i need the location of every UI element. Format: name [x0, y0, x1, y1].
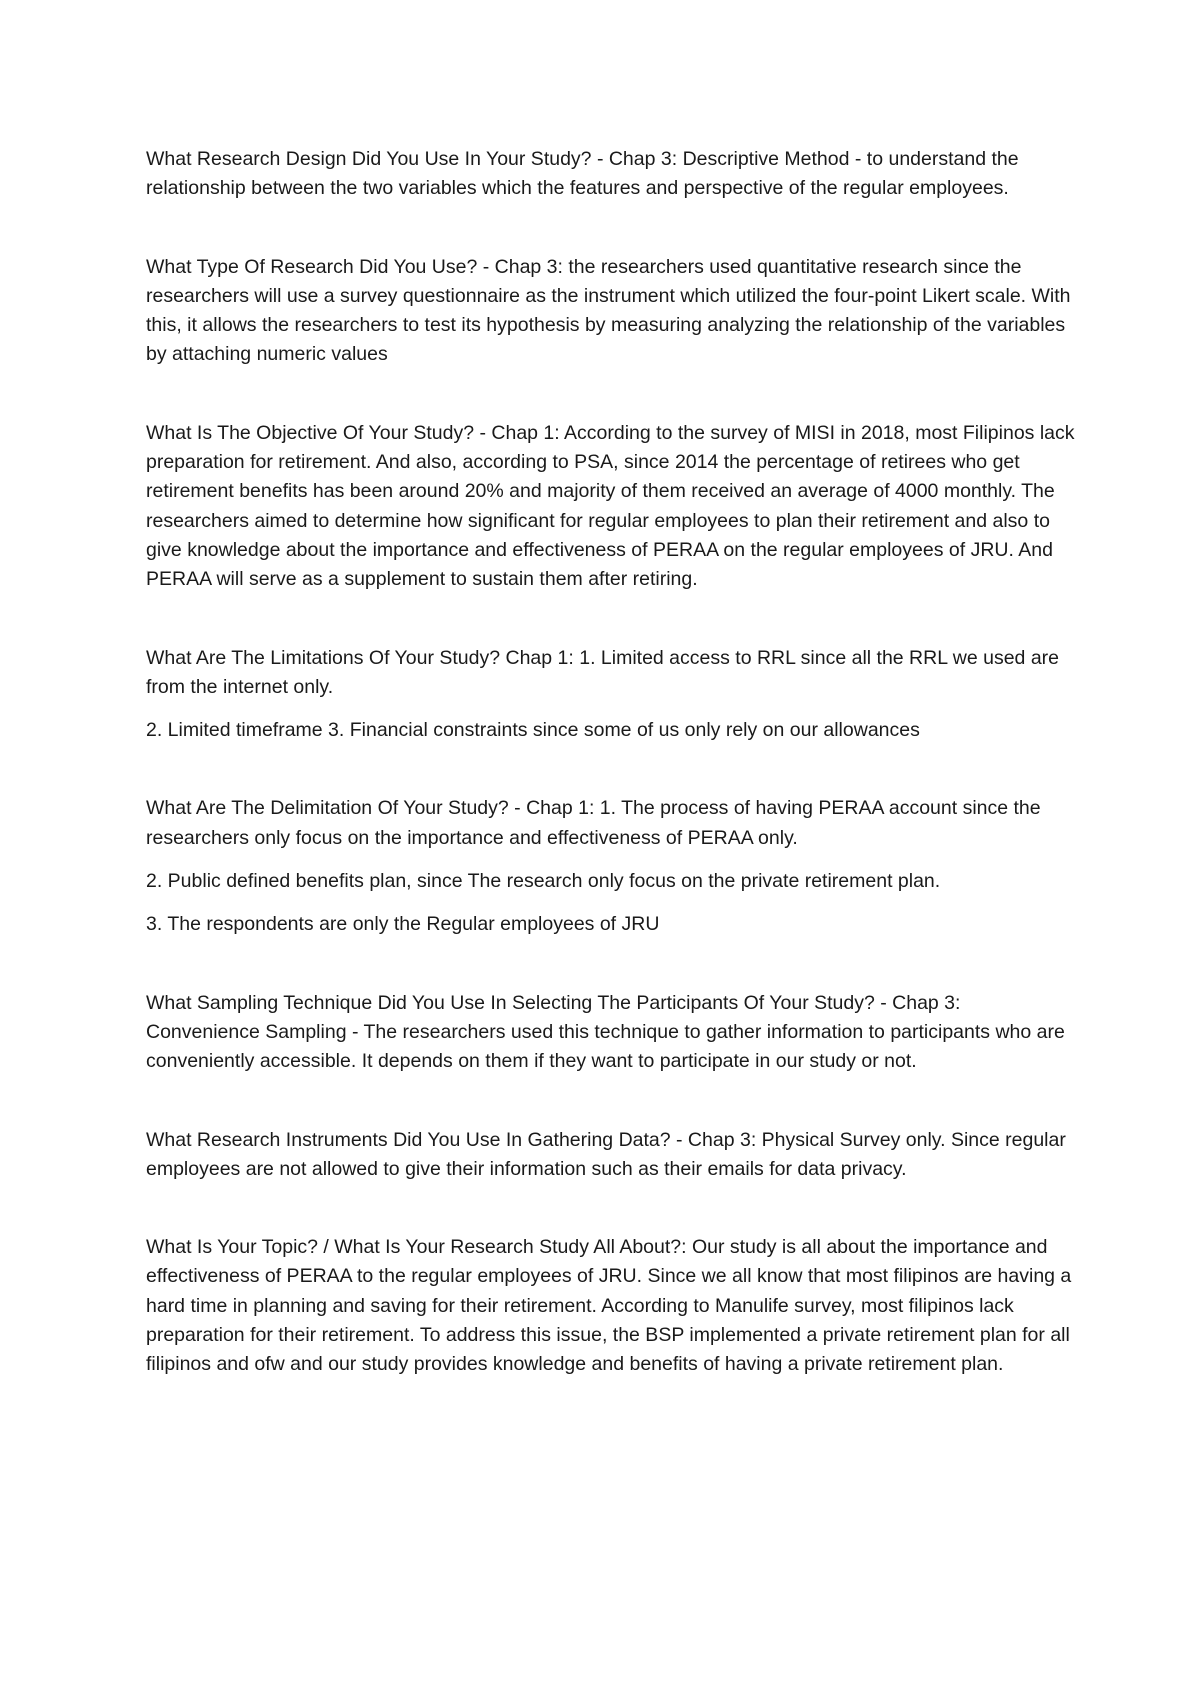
- section-gap: [146, 940, 1076, 989]
- section-limitations: [146, 644, 1076, 746]
- paragraph: What Are The Delimitation Of Your Study? - Chap 1: 1. The process of having PERAA account since the researchers only focus on the importance and effectiveness of PERAA only.: [146, 797, 1041, 849]
- paragraph: What Sampling Technique Did You Use In Selecting The Participants Of Your Study? - Chap 3: Convenience Sampling - The researchers used this technique to gather information to participants who are conveniently accessible. It depends on them if they want to participate in our study or not.: [146, 991, 1065, 1073]
- paragraph: 2. Limited timeframe 3. Financial constraints since some of us only rely on our allowances: [146, 719, 920, 742]
- section-gap: [146, 1077, 1076, 1126]
- paragraph: What Is Your Topic? / What Is Your Research Study All About?: Our study is all about the importance and effectiveness of PERAA to the regular employees of JRU. Since we all know that most filipinos are having a hard time in planning and saving for their retirement. According to Manulife survey, most filipinos lack preparation for their retirement. To address this issue, the BSP implemented a private retirement plan for all filipinos and ofw and our study provides knowledge and benefits of having a private retirement plan.: [146, 1236, 1072, 1376]
- section-sampling-technique: [146, 989, 1076, 1077]
- section-topic: [146, 1233, 1076, 1379]
- section-objective: [146, 419, 1076, 595]
- section-gap: [146, 745, 1076, 794]
- section-research-design: [146, 145, 1076, 204]
- document-body: [146, 145, 1076, 1380]
- paragraph: 3. The respondents are only the Regular employees of JRU: [146, 913, 660, 936]
- section-research-instruments: [146, 1126, 1076, 1185]
- section-delimitation: [146, 794, 1076, 939]
- paragraph: What Research Instruments Did You Use In Gathering Data? - Chap 3: Physical Survey only. Since regular employees are not allowed to give their information such as their emails for data privacy.: [146, 1128, 1066, 1180]
- section-gap: [146, 204, 1076, 253]
- section-gap: [146, 1184, 1076, 1233]
- paragraph: What Are The Limitations Of Your Study? Chap 1: 1. Limited access to RRL since all the RRL we used are from the internet only.: [146, 646, 1059, 698]
- section-research-type: [146, 253, 1076, 370]
- paragraph: 2. Public defined benefits plan, since The research only focus on the private retirement plan.: [146, 870, 941, 893]
- paragraph: What Research Design Did You Use In Your Study? - Chap 3: Descriptive Method - to understand the relationship between the two variables which the features and perspective of the regular employees.: [146, 148, 1019, 200]
- section-gap: [146, 370, 1076, 419]
- section-gap: [146, 595, 1076, 644]
- paragraph: What Is The Objective Of Your Study? - Chap 1: According to the survey of MISI in 2018, most Filipinos lack preparation for retirement. And also, according to PSA, since 2014 the percentage of retirees who get retirement benefits has been around 20% and majority of them received an average of 4000 monthly. The researchers aimed to determine how significant for regular employees to plan their retirement and also to give knowledge about the importance and effectiveness of PERAA on the regular employees of JRU. And PERAA will serve as a supplement to sustain them after retiring.: [146, 421, 1075, 591]
- paragraph: What Type Of Research Did You Use? - Chap 3: the researchers used quantitative research since the researchers will use a survey questionnaire as the instrument which utilized the four-point Likert scale. With this, it allows the researchers to test its hypothesis by measuring analyzing the relationship of the variables by attaching numeric values: [146, 255, 1071, 366]
